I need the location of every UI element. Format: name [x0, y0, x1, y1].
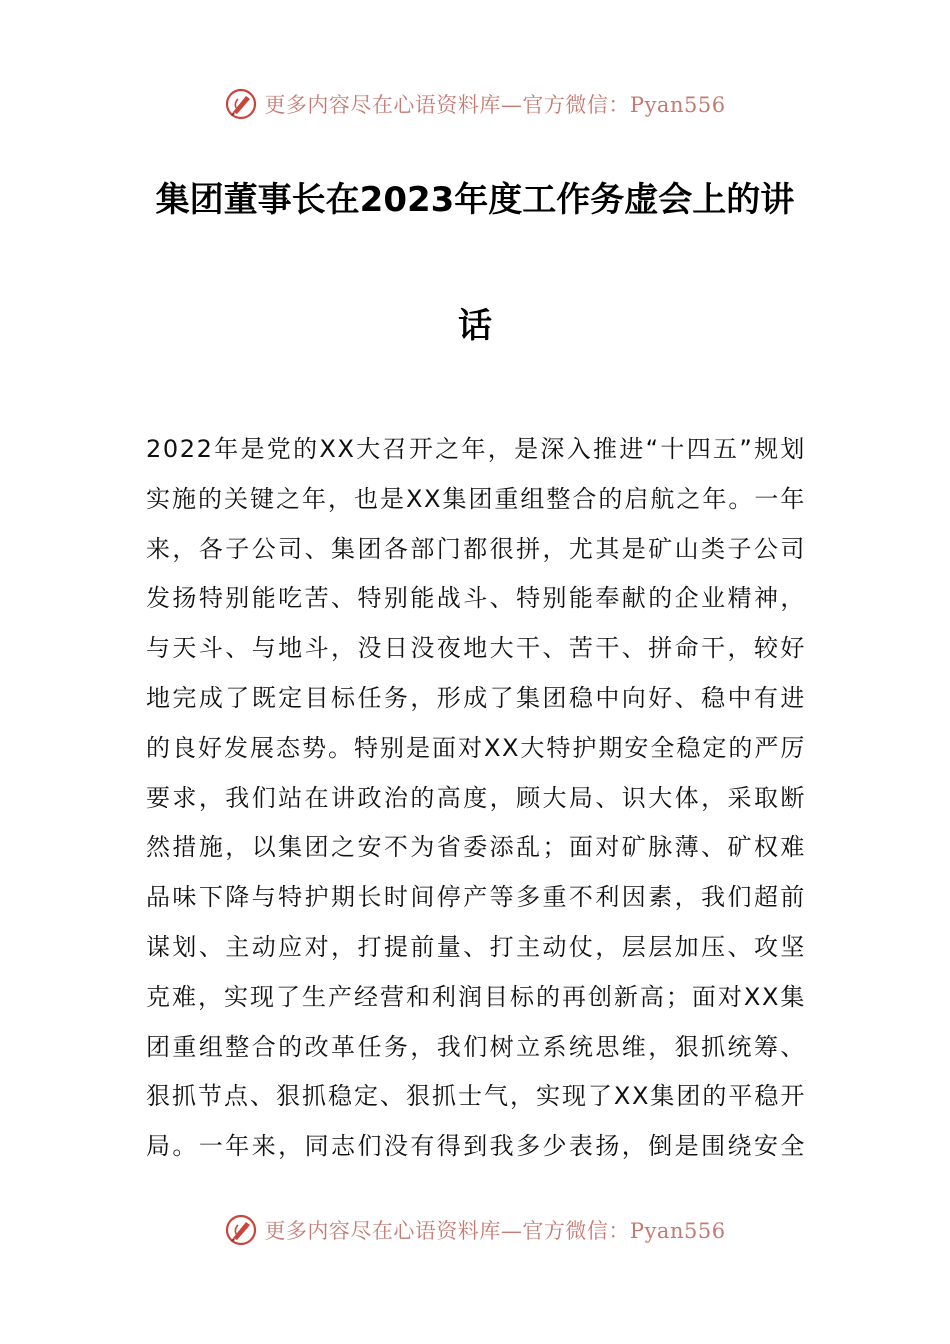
watermark-banner-bottom	[0, 1208, 950, 1252]
body-line: 2022年是党的XX大召开之年，是深入推进“十四五”规划	[146, 435, 806, 463]
document-body	[146, 425, 806, 1172]
body-line: 品味下降与特护期长时间停产等多重不利因素，我们超前	[146, 883, 806, 912]
pen-logo-icon	[224, 1213, 258, 1247]
watermark-text: 更多内容尽在心语资料库—官方微信：Pyan556	[264, 1219, 726, 1243]
body-line: 来，各子公司、集团各部门都很拼，尤其是矿山类子公司	[146, 534, 806, 563]
document-title-line2: 话	[458, 306, 492, 346]
body-line: 然措施，以集团之安不为省委添乱；面对矿脉薄、矿权难	[146, 833, 806, 862]
body-line: 狠抓节点、狠抓稳定、狠抓士气，实现了XX集团的平稳开	[146, 1082, 806, 1111]
body-line: 发扬特别能吃苦、特别能战斗、特别能奉献的企业精神，	[146, 584, 806, 613]
body-line: 地完成了既定目标任务，形成了集团稳中向好、稳中有进	[146, 683, 806, 712]
body-line: 局。一年来，同志们没有得到我多少表扬，倒是围绕安全	[146, 1132, 806, 1161]
body-line: 要求，我们站在讲政治的高度，顾大局、识大体，采取断	[146, 783, 806, 812]
body-line: 克难，实现了生产经营和利润目标的再创新高；面对XX集	[146, 982, 806, 1011]
document-title-line1: 集团董事长在2023年度工作务虚会上的讲	[155, 180, 795, 220]
body-line: 与天斗、与地斗，没日没夜地大干、苦干、拼命干，较好	[146, 634, 806, 663]
body-line: 谋划、主动应对，打提前量、打主动仗，层层加压、攻坚	[146, 932, 806, 961]
watermark-text: 更多内容尽在心语资料库—官方微信：Pyan556	[264, 93, 726, 117]
body-line: 实施的关键之年，也是XX集团重组整合的启航之年。一年	[146, 484, 806, 513]
body-line: 的良好发展态势。特别是面对XX大特护期安全稳定的严厉	[146, 733, 806, 762]
watermark-banner-top	[0, 82, 950, 126]
pen-logo-icon	[224, 87, 258, 121]
body-line: 团重组整合的改革任务，我们树立系统思维，狠抓统筹、	[146, 1032, 806, 1061]
